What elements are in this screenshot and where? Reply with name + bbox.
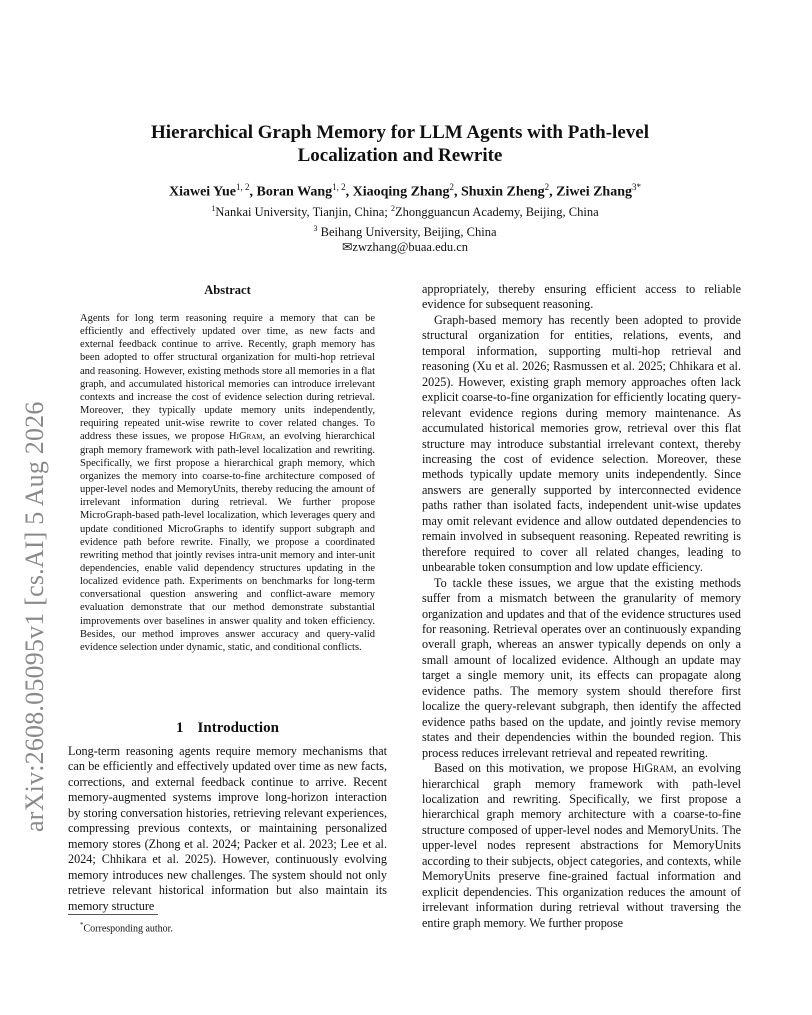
footnote-mark: * (80, 921, 84, 929)
author-affiliation-mark: 1, 2 (236, 182, 250, 192)
author-separator: , (345, 184, 353, 200)
author-name: Ziwei Zhang (556, 184, 633, 200)
body-text-part: , an evolving hierarchical graph memory framework with path-level localization and rewriting. Specifically, we first propose a hierarchical graph memory architecture with a coarse-to-fine structure composed of upper-level nodes and MemoryUnits. The upper-level nodes represent abstractions for MemoryUnits according to their subjects, object categories, and contexts, while MemoryUnits preserve fine-grained factual information and explicit dependencies. This organization reduces the amount of irrelevant information during retrieval without traversing the entire graph memory. We further propose (422, 761, 742, 930)
affiliation-line-1 (120, 201, 690, 221)
introduction-right-column (422, 282, 741, 931)
author-separator: , (249, 184, 257, 200)
section-title: Introduction (197, 720, 279, 736)
body-paragraph: To tackle these issues, we argue that the existing methods suffer from a mismatch between the granularity of memory organization and updates and that of the evidence structures used for reasoning. Retrieval operates over an continuously expanding overall graph, whereas an answer typically depends on only a small amount of localized evidence. Although an update may target a single memory unit, its effects can propagate along evidence paths. The memory system should therefore first localize the query-relevant subgraph, then identify the affected evidence paths based on the update, and jointly revise memory states and their dependencies within the bounded region. This process reduces irrelevant retrieval and repeated rewriting. (422, 575, 741, 760)
affiliation-line-2 (120, 221, 690, 241)
affiliation-text: Nankai University, Tianjin, China; (215, 205, 391, 220)
abstract-heading: Abstract (204, 283, 251, 297)
footnote-divider (68, 914, 158, 915)
body-paragraph (422, 761, 741, 931)
affiliation-mark: 2 (390, 204, 395, 213)
contact-email[interactable]: ✉zwzhang@buaa.edu.cn (341, 240, 469, 255)
abstract-text-part: Agents for long term reasoning require a memory that can be efficiently and effectively updated over time, as new facts and external feedback continue to arrive. Recently, graph memory has been adopted to offer structural organization for multi-hop retrieval and reasoning. However, existing methods store all memories in a flat graph, and accumulated historical memories can introduce irrelevant contexts and increase the cost of evidence selection during retrieval. Moreover, they typically update memory units independently, requiring repeated unit-wise rewrite to cover related changes. To address these issues, we propose (80, 313, 375, 443)
footnote (80, 919, 173, 935)
section-heading-introduction (68, 718, 387, 738)
author-affiliation-mark: 1, 2 (332, 182, 346, 192)
paper-title-line-1: Hierarchical Graph Memory for LLM Agents with Path-level (151, 122, 649, 143)
author-name: Xiawei Yue (168, 184, 236, 200)
paper-title-line-2: Localization and Rewrite (297, 145, 503, 166)
affiliation-text: Beihang University, Beijing, China (317, 224, 497, 239)
paper-title (120, 121, 680, 167)
author-name: Xiaoqing Zhang (352, 184, 450, 200)
author-list (100, 178, 710, 202)
footnote-text: Corresponding author. (83, 923, 173, 935)
affiliation-mark: 3 (313, 223, 318, 233)
body-paragraph: Long-term reasoning agents require memory mechanisms that can be efficiently and effectively updated over time as new facts, corrections, and external feedback continue to arrive. Recent memory-augmented systems improve long-horizon interaction by storing conversation histories, retrieving relevant experiences, compressing previous contexts, or maintaining personalized memory stores (Zhong et al. 2024; Packer et al. 2023; Lee et al. 2024; Chhikara et al. 2025). However, continuously evolving memory introduces new challenges. The system should not only retrieve relevant historical information but also maintain its memory structure (68, 744, 387, 913)
abstract-section (68, 282, 387, 654)
author-separator: , (549, 184, 557, 200)
introduction-left-column (68, 744, 387, 914)
abstract-text (80, 312, 375, 654)
author-separator: , (453, 184, 461, 200)
arxiv-identifier-stamp: arXiv:2608.05095v1 [cs.AI] 5 Aug 2026 (20, 401, 49, 832)
affiliation-mark: 1 (211, 204, 216, 213)
body-paragraph: appropriately, thereby ensuring efficient access to reliable evidence for subsequent reasoning. (422, 282, 741, 312)
affiliation-text: Zhongguancun Academy, Beijing, China (394, 205, 599, 220)
author-name: Shuxin Zheng (460, 184, 545, 200)
method-name: HiGram (229, 431, 263, 443)
abstract-text-part: , an evolving hierarchical graph memory framework with path-level localization and rewriting. Specifically, we first propose a hierarchical graph memory, which organizes the memory into coarse-to-fine architecture composed of upper-level nodes and MemoryUnits, thereby reducing the amount of irrelevant information during retrieval. We further propose MicroGraph-based path-level localization, which leverages query and update conditioned MicroGraphs to identify support subgraph and evidence path before rewrite. Finally, we propose a coordinated rewriting method that jointly revises intra-unit memory and inter-unit dependencies, enable valid dependency structures updating in the localized evidence path. Experiments on benchmarks for long-term conversational question answering and conflict-aware memory evaluation demonstrate that our method demonstrate substantial improvements over baselines in answer quality and token efficiency. Besides, our method improves answer accuracy and query-valid evidence selection under dynamic, static, and conditional conflicts. (80, 431, 375, 653)
body-text-part: Based on this motivation, we propose (434, 761, 633, 776)
body-paragraph: Graph-based memory has recently been adopted to provide structural organization for entities, relations, events, and temporal information, supporting multi-hop retrieval and reasoning (Xu et al. 2026; Rasmussen et al. 2025; Chhikara et al. 2025). However, existing graph memory approaches often lack explicit coarse-to-fine organization for efficiently locating query-relevant evidence regions during memory maintenance. As accumulated historical memories grow, retrieval over this flat structure may introduce substantial irrelevant context, thereby increasing the cost of evidence selection. Moreover, these methods typically update memory units independently. Since answers are generally supported by interconnected evidence paths rather than isolated facts, independent unit-wise updates may omit relevant evidence and allow outdated dependencies to remain involved in subsequent reasoning. Repeated rewriting is therefore required to cover all related changes, leading to unbearable token consumption and low update efficiency. (422, 312, 741, 575)
author-affiliation-mark: 2 (544, 182, 550, 192)
affiliations (120, 201, 690, 256)
method-name: HiGram (632, 761, 674, 776)
author-affiliation-mark: 3* (632, 182, 642, 192)
author-affiliation-mark: 2 (449, 182, 454, 192)
author-name: Boran Wang (256, 184, 333, 200)
section-number: 1 (176, 720, 184, 736)
